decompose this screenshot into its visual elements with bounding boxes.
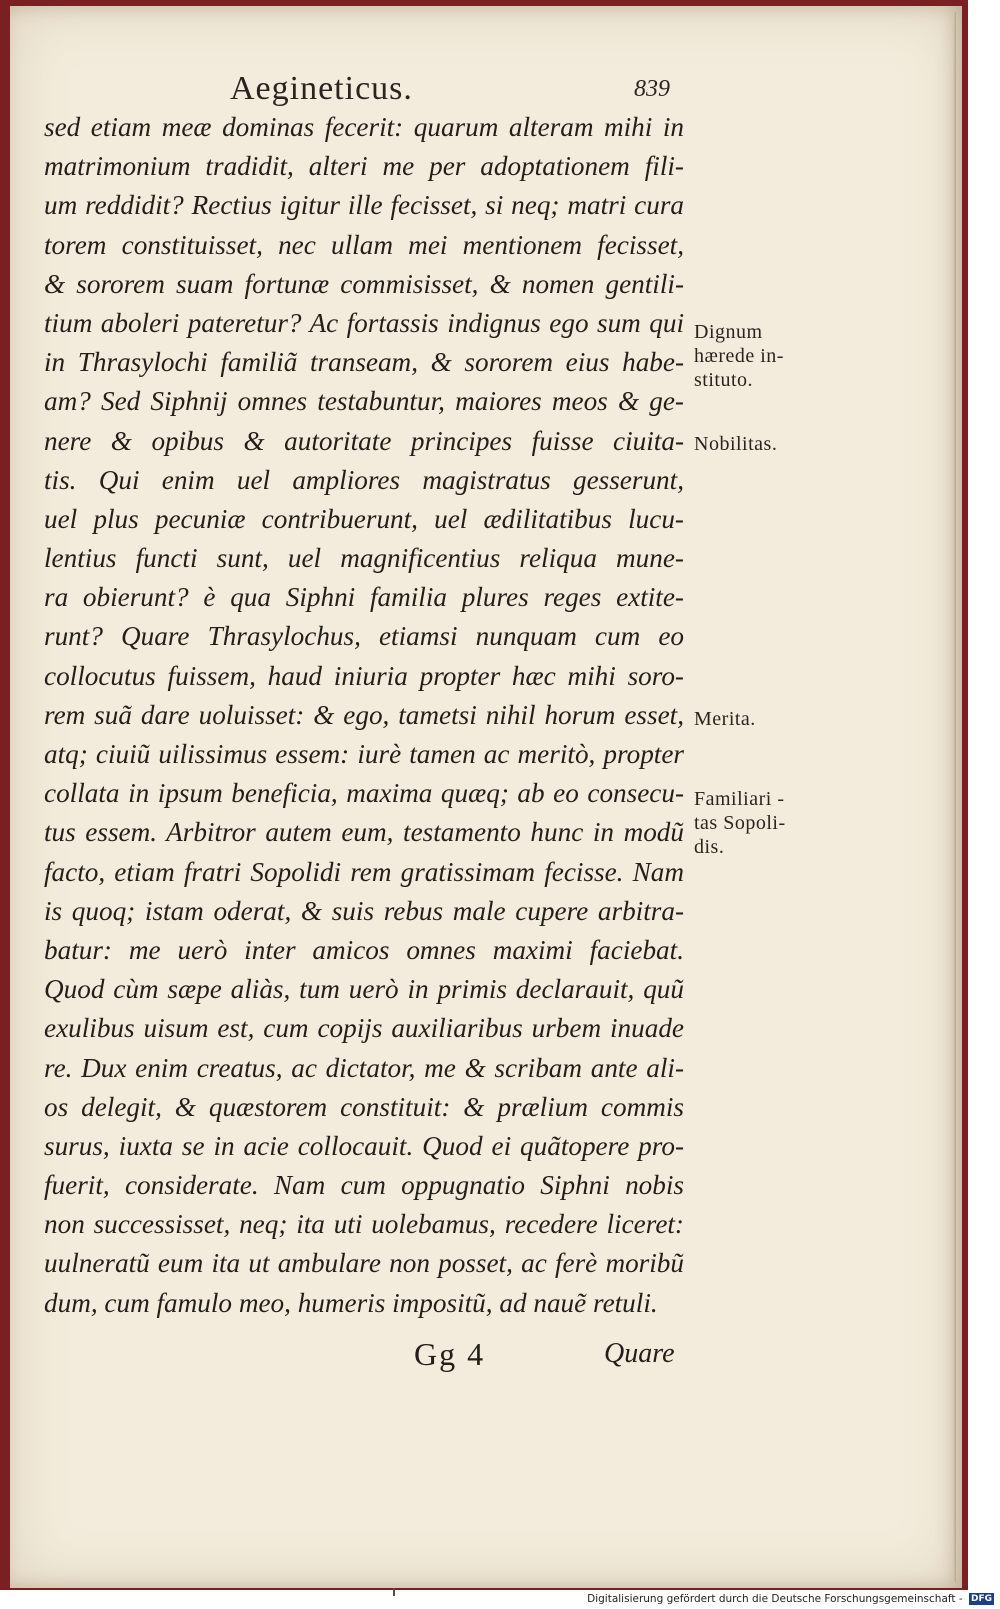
text-line: surus, iuxta se in acie collocauit. Quod ei quãtopere pro-: [44, 1130, 684, 1161]
scan-speck: [393, 1588, 395, 1596]
text-line: atq; ciuiũ uilissimus essem: iurè tamen ac meritò, propter: [44, 739, 684, 769]
page-number: 839: [634, 76, 670, 102]
text-line: lentius functi sunt, uel magnificentius reliqua mune-: [44, 543, 684, 574]
text-line: tis. Qui enim uel ampliores magistratus gesserunt,: [44, 464, 684, 495]
margin-note-line: Dignum: [694, 321, 763, 343]
margin-note-line: dis.: [694, 836, 725, 858]
margin-note-line: Familiari -: [694, 788, 785, 810]
text-line: tium aboleri pateretur? Ac fortassis indignus ego sum qui: [44, 307, 684, 338]
margin-note-merita: [694, 707, 756, 731]
text-line: exulibus uisum est, cum copijs auxiliaribus urbem inuade: [44, 1013, 684, 1044]
text-line: dum, cum famulo meo, humeris impositũ, ad nauẽ retuli.: [44, 1287, 658, 1318]
text-line: os delegit, & quæstorem constituit: & prælium commis: [44, 1091, 684, 1122]
text-line: ra obierunt? è qua Siphni familia plures reges extite-: [44, 582, 684, 613]
margin-note-line: hærede in-: [694, 345, 784, 367]
text-line: uulneratũ eum ita ut ambulare non posset, ac ferè moribũ: [44, 1248, 684, 1279]
text-line: collocutus fuissem, haud iniuria propter hæc mihi soro-: [44, 660, 684, 691]
text-line: & sororem suam fortunæ commisisset, & nomen gentili-: [44, 268, 684, 299]
margin-note-line: Nobilitas.: [694, 433, 778, 455]
text-line: facto, etiam fratri Sopolidi rem gratissimam fecisse. Nam: [44, 856, 684, 887]
digitization-credit: [587, 1593, 994, 1607]
credit-text: Digitalisierung gefördert durch die Deutsche Forschungsgemeinschaft -: [587, 1593, 963, 1605]
text-line: uel plus pecuniæ contribuerunt, uel ædilitatibus lucu-: [44, 503, 684, 534]
text-line: rem suã dare uoluisset: & ego, tametsi nihil horum esset,: [44, 699, 684, 730]
text-line: re. Dux enim creatus, ac dictator, me & scribam ante ali-: [44, 1052, 684, 1083]
margin-note-dignum: [694, 320, 784, 392]
running-head-title: Aegineticus.: [230, 70, 413, 107]
margin-note-line: stituto.: [694, 369, 754, 391]
margin-note-familiaritas: [694, 787, 786, 859]
text-line: am? Sed Siphnij omnes testabuntur, maiores meos & ge-: [44, 386, 684, 417]
body-text: [44, 108, 684, 1323]
text-line: um reddidit? Rectius igitur ille fecisset, si neq; matri cura: [44, 190, 684, 221]
catchword: Quare: [604, 1338, 675, 1369]
text-line: nere & opibus & autoritate principes fuisse ciuita-: [44, 425, 684, 456]
text-line: non successisset, neq; ita uti uolebamus, recedere liceret:: [44, 1209, 684, 1240]
text-line: fuerit, considerate. Nam cum oppugnatio Siphni nobis: [44, 1170, 684, 1201]
margin-note-line: tas Sopoli-: [694, 812, 786, 834]
text-line: torem constituisset, nec ullam mei mentionem fecisset,: [44, 229, 684, 260]
text-line: in Thrasylochi familiã transeam, & sororem eius habe-: [44, 347, 684, 378]
signature-mark: Gg 4: [414, 1336, 486, 1372]
page-edge: [953, 12, 956, 1582]
text-line: batur: me uerò inter amicos omnes maximi faciebat.: [44, 934, 684, 965]
text-line: tus essem. Arbitror autem eum, testamento hunc in modũ: [44, 817, 684, 848]
dfg-logo: DFG: [970, 1594, 992, 1604]
text-line: is quoq; istam oderat, & suis rebus male cupere arbitra-: [44, 895, 684, 926]
margin-note-line: Merita.: [694, 708, 756, 730]
text-line: matrimonium tradidit, alteri me per adoptationem fili-: [44, 151, 684, 182]
text-line: collata in ipsum beneficia, maxima quæq; ab eo consecu-: [44, 778, 684, 809]
text-line: Quod cùm sæpe aliàs, tum uerò in primis declarauit, quũ: [44, 974, 684, 1005]
text-line: sed etiam meæ dominas fecerit: quarum alteram mihi in: [44, 112, 684, 142]
margin-note-nobilitas: [694, 432, 777, 456]
text-line: runt? Quare Thrasylochus, etiamsi nunquam cum eo: [44, 621, 684, 652]
